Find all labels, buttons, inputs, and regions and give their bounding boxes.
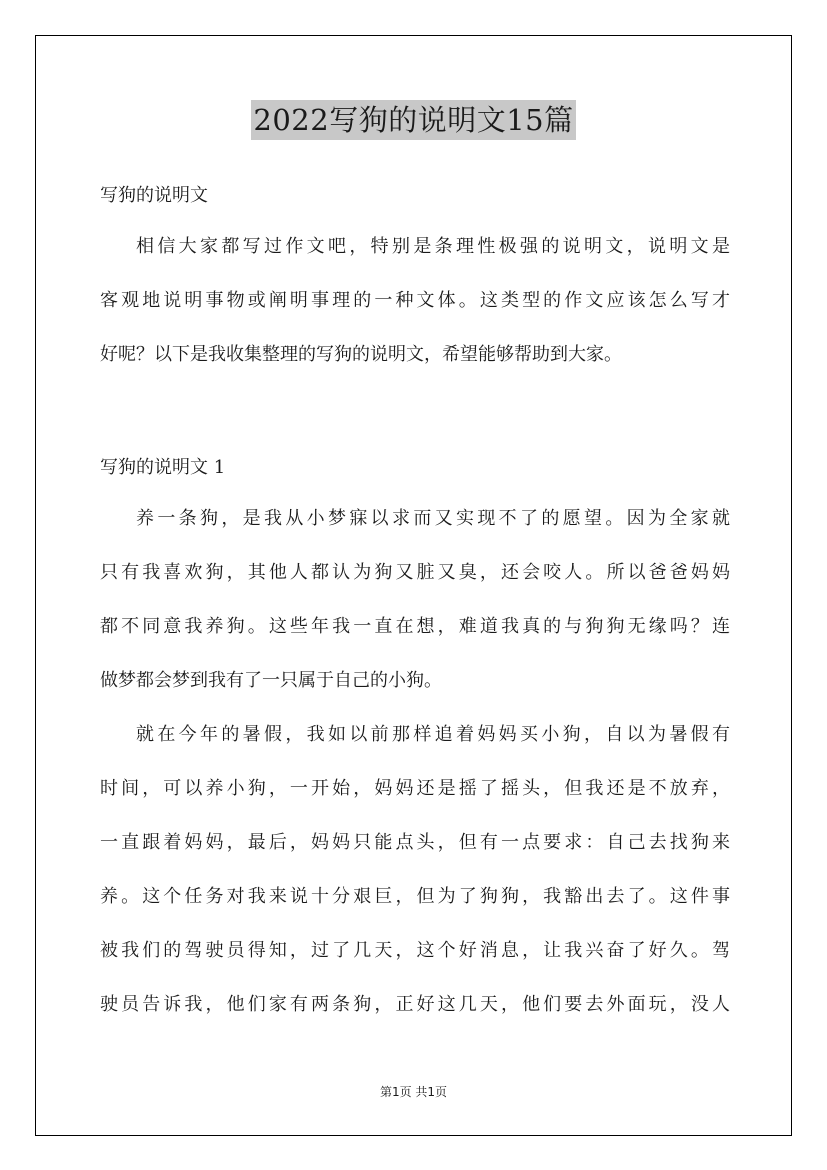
text-line: 好呢？以下是我收集整理的写狗的说明文，希望能够帮助到大家。 [100,344,622,365]
text-line: 驶员告诉我，他们家有两条狗，正好这几天，他们要去外面玩，没人 [100,994,730,1015]
document-title: 2022写狗的说明文15篇 [251,100,575,140]
text-line: 客观地说明事物或阐明事理的一种文体。这类型的作文应该怎么写才 [100,290,730,311]
intro-paragraph [100,220,730,382]
text-line: 养。这个任务对我来说十分艰巨，但为了狗狗，我豁出去了。这件事 [100,886,730,907]
text-line: 都不同意我养狗。这些年我一直在想，难道我真的与狗狗无缘吗？连 [100,616,730,637]
text-line: 被我们的驾驶员得知，过了几天，这个好消息，让我兴奋了好久。驾 [100,940,730,961]
body-paragraph [100,708,730,1032]
text-line: 做梦都会梦到我有了一只属于自己的小狗。 [100,670,442,691]
text-line: 养一条狗，是我从小梦寐以求而又实现不了的愿望。因为全家就 [136,508,730,529]
text-line: 相信大家都写过作文吧，特别是条理性极强的说明文，说明文是 [136,236,730,257]
section-heading: 写狗的说明文 1 [100,457,226,478]
title-container [0,100,827,140]
text-line: 一直跟着妈妈，最后，妈妈只能点头，但有一点要求：自己去找狗来 [100,832,730,853]
text-line: 就在今年的暑假，我如以前那样追着妈妈买小狗，自以为暑假有 [136,724,730,745]
section-heading: 写狗的说明文 [100,185,208,206]
text-line: 时间，可以养小狗，一开始，妈妈还是摇了摇头，但我还是不放弃， [100,778,730,799]
body-paragraph [100,492,730,708]
text-line: 只有我喜欢狗，其他人都认为狗又脏又臭，还会咬人。所以爸爸妈妈 [100,562,730,583]
page-footer: 第1页 共1页 [379,1085,448,1099]
